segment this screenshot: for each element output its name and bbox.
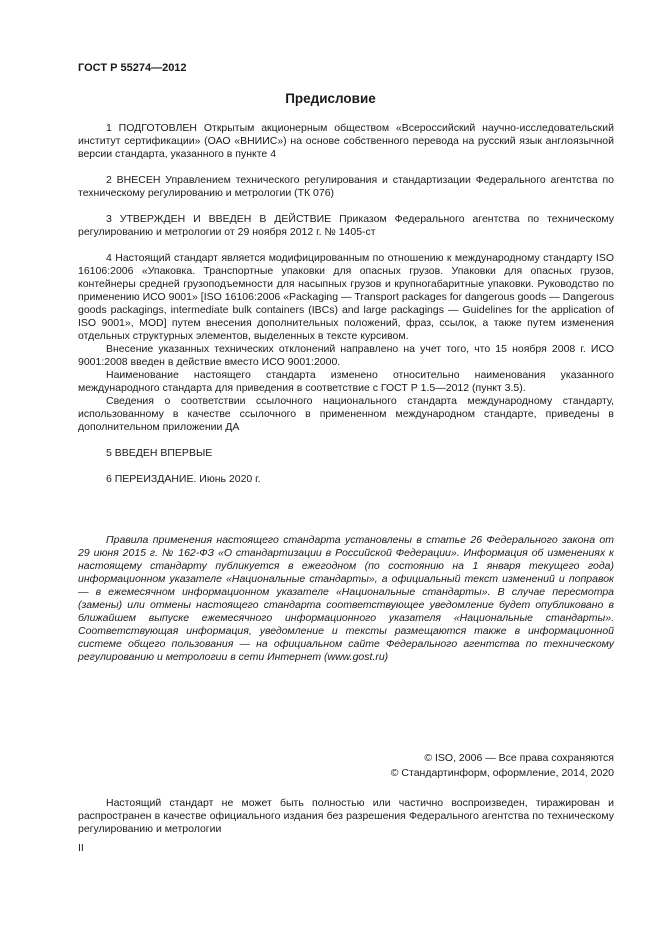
- preface-item-5: 5 ВВЕДЕН ВПЕРВЫЕ: [106, 447, 213, 459]
- preface-items: [78, 122, 614, 486]
- notice-text: Правила применения настоящего стандарта установлены в статье 26 Федерального закона от 29 июня 2015 г. № 162-ФЗ «О стандартизации в Российской Федерации». Информация об изменениях к настоящему стандарту публикуется в ежегодном (по состоянию на 1 января текущего года) информационном указателе «Национальные стандарты», а официальный текст изменений и поправок — в ежемесячном информационном указателе «Национальные стандарты». В случае пересмотра (замены) или отмены настоящего стандарта соответствующее уведомление будет опубликовано в ближайшем выпуске ежемесячного информационного указателя «Национальные стандарты». Соответствующая информация, уведомление и тексты размещаются также в информационной системе общего пользования — на официальном сайте Федерального агентства по техническому регулированию и метрологии в сети Интернет (www.gost.ru): [78, 534, 614, 663]
- standard-application-notice: [78, 534, 614, 664]
- page-title: Предисловие: [285, 91, 376, 106]
- preface-item-4: 4 Настоящий стандарт является модифицированным по отношению к международному стандарту ISO 16106:2006 «Упаковка. Транспортные упаковки для опасных грузов. Упаковки для опасных грузов, контейнеры средней грузоподъемности для насыпных грузов и крупногабаритные упаковки. Руководство по применению ИСО 9001» [ISO 16106:2006 «Packaging — Transport packages for dangerous goods — Dangerous goods packagings, intermediate bulk containers (IBCs) and large packagings — Guidelines for the application of ISO 9001», MOD] путем внесения дополнительных положений, фраз, ссылок, а также путем изменения отдельных структурных элементов, выделенных в тексте курсивом.: [78, 252, 614, 342]
- preface-item-6: 6 ПЕРЕИЗДАНИЕ. Июнь 2020 г.: [106, 473, 261, 485]
- copyright-block: [78, 752, 614, 780]
- copyright-standartinform: © Стандартинформ, оформление, 2014, 2020: [390, 767, 614, 779]
- preface-item-1: 1 ПОДГОТОВЛЕН Открытым акционерным обществом «Всероссийский научно-исследовательский институт сертификации» (ОАО «ВНИИС») на основе собственного перевода на русский язык англоязычной версии стандарта, указанного в пункте 4: [78, 122, 614, 160]
- page-number: II: [78, 842, 84, 854]
- preface-item-2: 2 ВНЕСЕН Управлением технического регулирования и стандартизации Федерального агентства по техническому регулированию и метрологии (ТК 076): [78, 174, 614, 199]
- preface-item-4-note-1: Внесение указанных технических отклонений направлено на учет того, что 15 ноября 2008 г. ИСО 9001:2008 введен в действие вместо ИСО 9001:2000.: [78, 343, 614, 368]
- reproduction-notice: [78, 797, 614, 836]
- preface-item-4-note-2: Наименование настоящего стандарта изменено относительно наименования указанного международного стандарта для приведения в соответствие с ГОСТ Р 1.5—2012 (пункт 3.5).: [78, 369, 614, 394]
- preface-item-4-note-3: Сведения о соответствии ссылочного национального стандарта международному стандарту, использованному в качестве ссылочного в примененном международном стандарте, приведены в дополнительном приложении ДА: [78, 395, 614, 433]
- standard-code: ГОСТ Р 55274—2012: [78, 62, 187, 74]
- copyright-iso: © ISO, 2006 — Все права сохраняются: [424, 752, 614, 764]
- reproduction-text: Настоящий стандарт не может быть полностью или частично воспроизведен, тиражирован и распространен в качестве официального издания без разрешения Федерального агентства по техническому регулированию и метрологии: [78, 797, 614, 835]
- preface-item-3: 3 УТВЕРЖДЕН И ВВЕДЕН В ДЕЙСТВИЕ Приказом Федерального агентства по техническому регулированию и метрологии от 29 ноября 2012 г. № 1405-ст: [78, 213, 614, 238]
